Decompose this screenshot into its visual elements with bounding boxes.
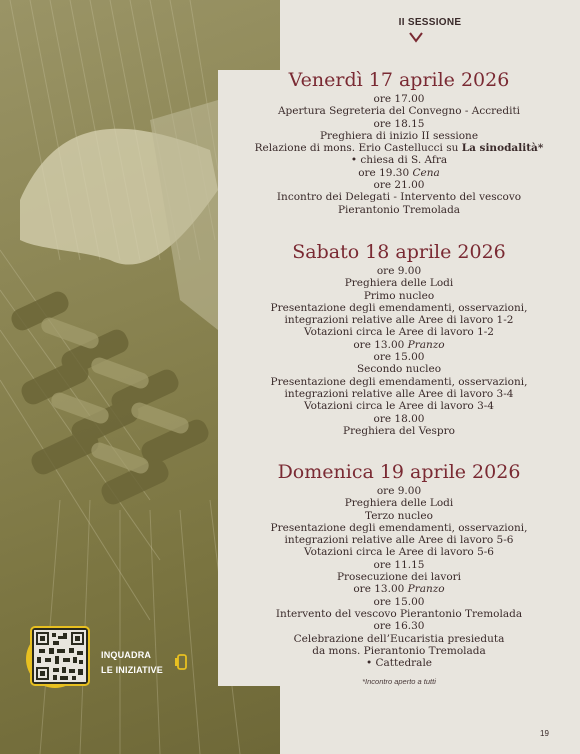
schedule-line [218, 105, 580, 117]
schedule-line [218, 376, 580, 388]
schedule-text: Apertura Segreteria del Convegno - Accrediti [277, 105, 521, 118]
schedule-lines [218, 485, 580, 669]
schedule-line [218, 546, 580, 558]
schedule-line [218, 620, 580, 632]
schedule-text: Terzo nucleo [365, 509, 433, 522]
schedule-text: Presentazione degli emendamenti, osservazioni, [270, 301, 528, 314]
schedule-text: Pierantonio Tremolada [337, 203, 461, 216]
schedule-line [218, 363, 580, 375]
schedule-line [218, 191, 580, 203]
schedule-line [218, 633, 580, 645]
schedule-line [218, 534, 580, 546]
schedule-line [218, 425, 580, 437]
schedule-text: ore 18.00 [373, 412, 425, 425]
footnote: *Incontro aperto a tutti [362, 677, 436, 686]
schedule-text: Presentazione degli emendamenti, osservazioni, [270, 375, 528, 388]
schedule-line [218, 179, 580, 191]
schedule-text: ore 13.00 [353, 583, 408, 596]
schedule-line [218, 571, 580, 583]
schedule-line [218, 142, 580, 154]
schedule-line [218, 497, 580, 509]
schedule-text: integrazioni relative alle Aree di lavoro 3-4 [284, 387, 514, 400]
schedule-line [218, 596, 580, 608]
schedule-line [218, 522, 580, 534]
schedule-text: Pranzo [407, 583, 445, 596]
schedule-line [218, 510, 580, 522]
bottom-band [280, 686, 580, 754]
schedule-lines [218, 265, 580, 437]
schedule-line [218, 583, 580, 595]
schedule-line [218, 485, 580, 497]
schedule-text: Preghiera del Vespro [343, 424, 455, 437]
schedule-text: • chiesa di S. Afra [350, 154, 448, 167]
schedule-line [218, 413, 580, 425]
schedule-line [218, 93, 580, 105]
schedule-text: Primo nucleo [363, 289, 435, 302]
schedule-text: ore 11.15 [373, 558, 425, 571]
day-sunday [218, 460, 580, 669]
schedule-line [218, 154, 580, 166]
qr-label-line1: INQUADRA [101, 650, 152, 660]
day-title: Domenica 19 aprile 2026 [277, 461, 521, 483]
qr-label-line2: LE INIZIATIVE [101, 665, 163, 675]
session-title: II SESSIONE [398, 17, 462, 28]
schedule-line [218, 351, 580, 363]
schedule-line [218, 277, 580, 289]
day-saturday [218, 240, 580, 437]
schedule-text: ore 16.30 [373, 620, 425, 633]
schedule-text: ore 18.15 [373, 117, 425, 130]
schedule-text: Preghiera di inizio II sessione [319, 129, 479, 142]
schedule-line [218, 400, 580, 412]
phone-icon [175, 654, 189, 670]
schedule-line [218, 608, 580, 620]
schedule-text: Votazioni circa le Aree di lavoro 1-2 [304, 326, 494, 339]
schedule-text: Preghiera delle Lodi [344, 497, 454, 510]
schedule-text: Relazione di mons. Erio Castellucci su [254, 142, 462, 155]
schedule-line [218, 339, 580, 351]
schedule-text: integrazioni relative alle Aree di lavoro 5-6 [284, 534, 514, 547]
schedule-text: ore 17.00 [373, 93, 425, 105]
schedule-line [218, 204, 580, 216]
schedule-text: Intervento del vescovo Pierantonio Tremolada [275, 607, 523, 620]
schedule-text: da mons. Pierantonio Tremolada [312, 644, 486, 657]
day-title: Sabato 18 aprile 2026 [292, 241, 506, 263]
schedule-line [218, 130, 580, 142]
qr-code-icon[interactable] [25, 625, 91, 689]
qr-label [101, 648, 163, 678]
schedule-text: • Cattedrale [365, 657, 433, 670]
schedule-text: La sinodalità* [461, 142, 544, 155]
schedule-lines [218, 93, 580, 216]
schedule-text: Celebrazione dell’Eucaristia presieduta [293, 632, 505, 645]
schedule-text: Presentazione degli emendamenti, osservazioni, [270, 521, 528, 534]
schedule-text: ore 9.00 [376, 265, 422, 277]
top-band [280, 0, 580, 70]
schedule-line [218, 265, 580, 277]
qr-block[interactable] [25, 625, 91, 693]
chevron-down-icon [408, 31, 424, 43]
day-friday [218, 68, 580, 216]
schedule-text: Votazioni circa le Aree di lavoro 3-4 [304, 400, 494, 413]
schedule-line [218, 645, 580, 657]
schedule-text: ore 19.30 [358, 166, 413, 179]
schedule-text: ore 15.00 [373, 595, 425, 608]
schedule-text: Secondo nucleo [356, 363, 442, 376]
schedule-line [218, 167, 580, 179]
schedule-line [218, 326, 580, 338]
schedule-text: Prosecuzione dei lavori [336, 571, 462, 584]
schedule-text: ore 9.00 [376, 485, 422, 497]
schedule-text: ore 15.00 [373, 351, 425, 364]
schedule-line [218, 290, 580, 302]
schedule-text: Votazioni circa le Aree di lavoro 5-6 [304, 546, 494, 559]
schedule-line [218, 302, 580, 314]
schedule-text: ore 13.00 [353, 338, 408, 351]
schedule-text: Incontro dei Delegati - Intervento del vescovo [276, 191, 522, 204]
schedule-text: Pranzo [407, 338, 445, 351]
schedule-line [218, 388, 580, 400]
page-number: 19 [540, 729, 549, 738]
schedule-line [218, 657, 580, 669]
schedule-line [218, 118, 580, 130]
schedule-text: Preghiera delle Lodi [344, 277, 454, 290]
schedule-text: ore 21.00 [373, 179, 425, 192]
schedule-line [218, 314, 580, 326]
day-title: Venerdì 17 aprile 2026 [288, 69, 510, 91]
schedule-text: Cena [412, 166, 440, 179]
schedule-text: integrazioni relative alle Aree di lavoro 1-2 [284, 314, 514, 327]
schedule-line [218, 559, 580, 571]
